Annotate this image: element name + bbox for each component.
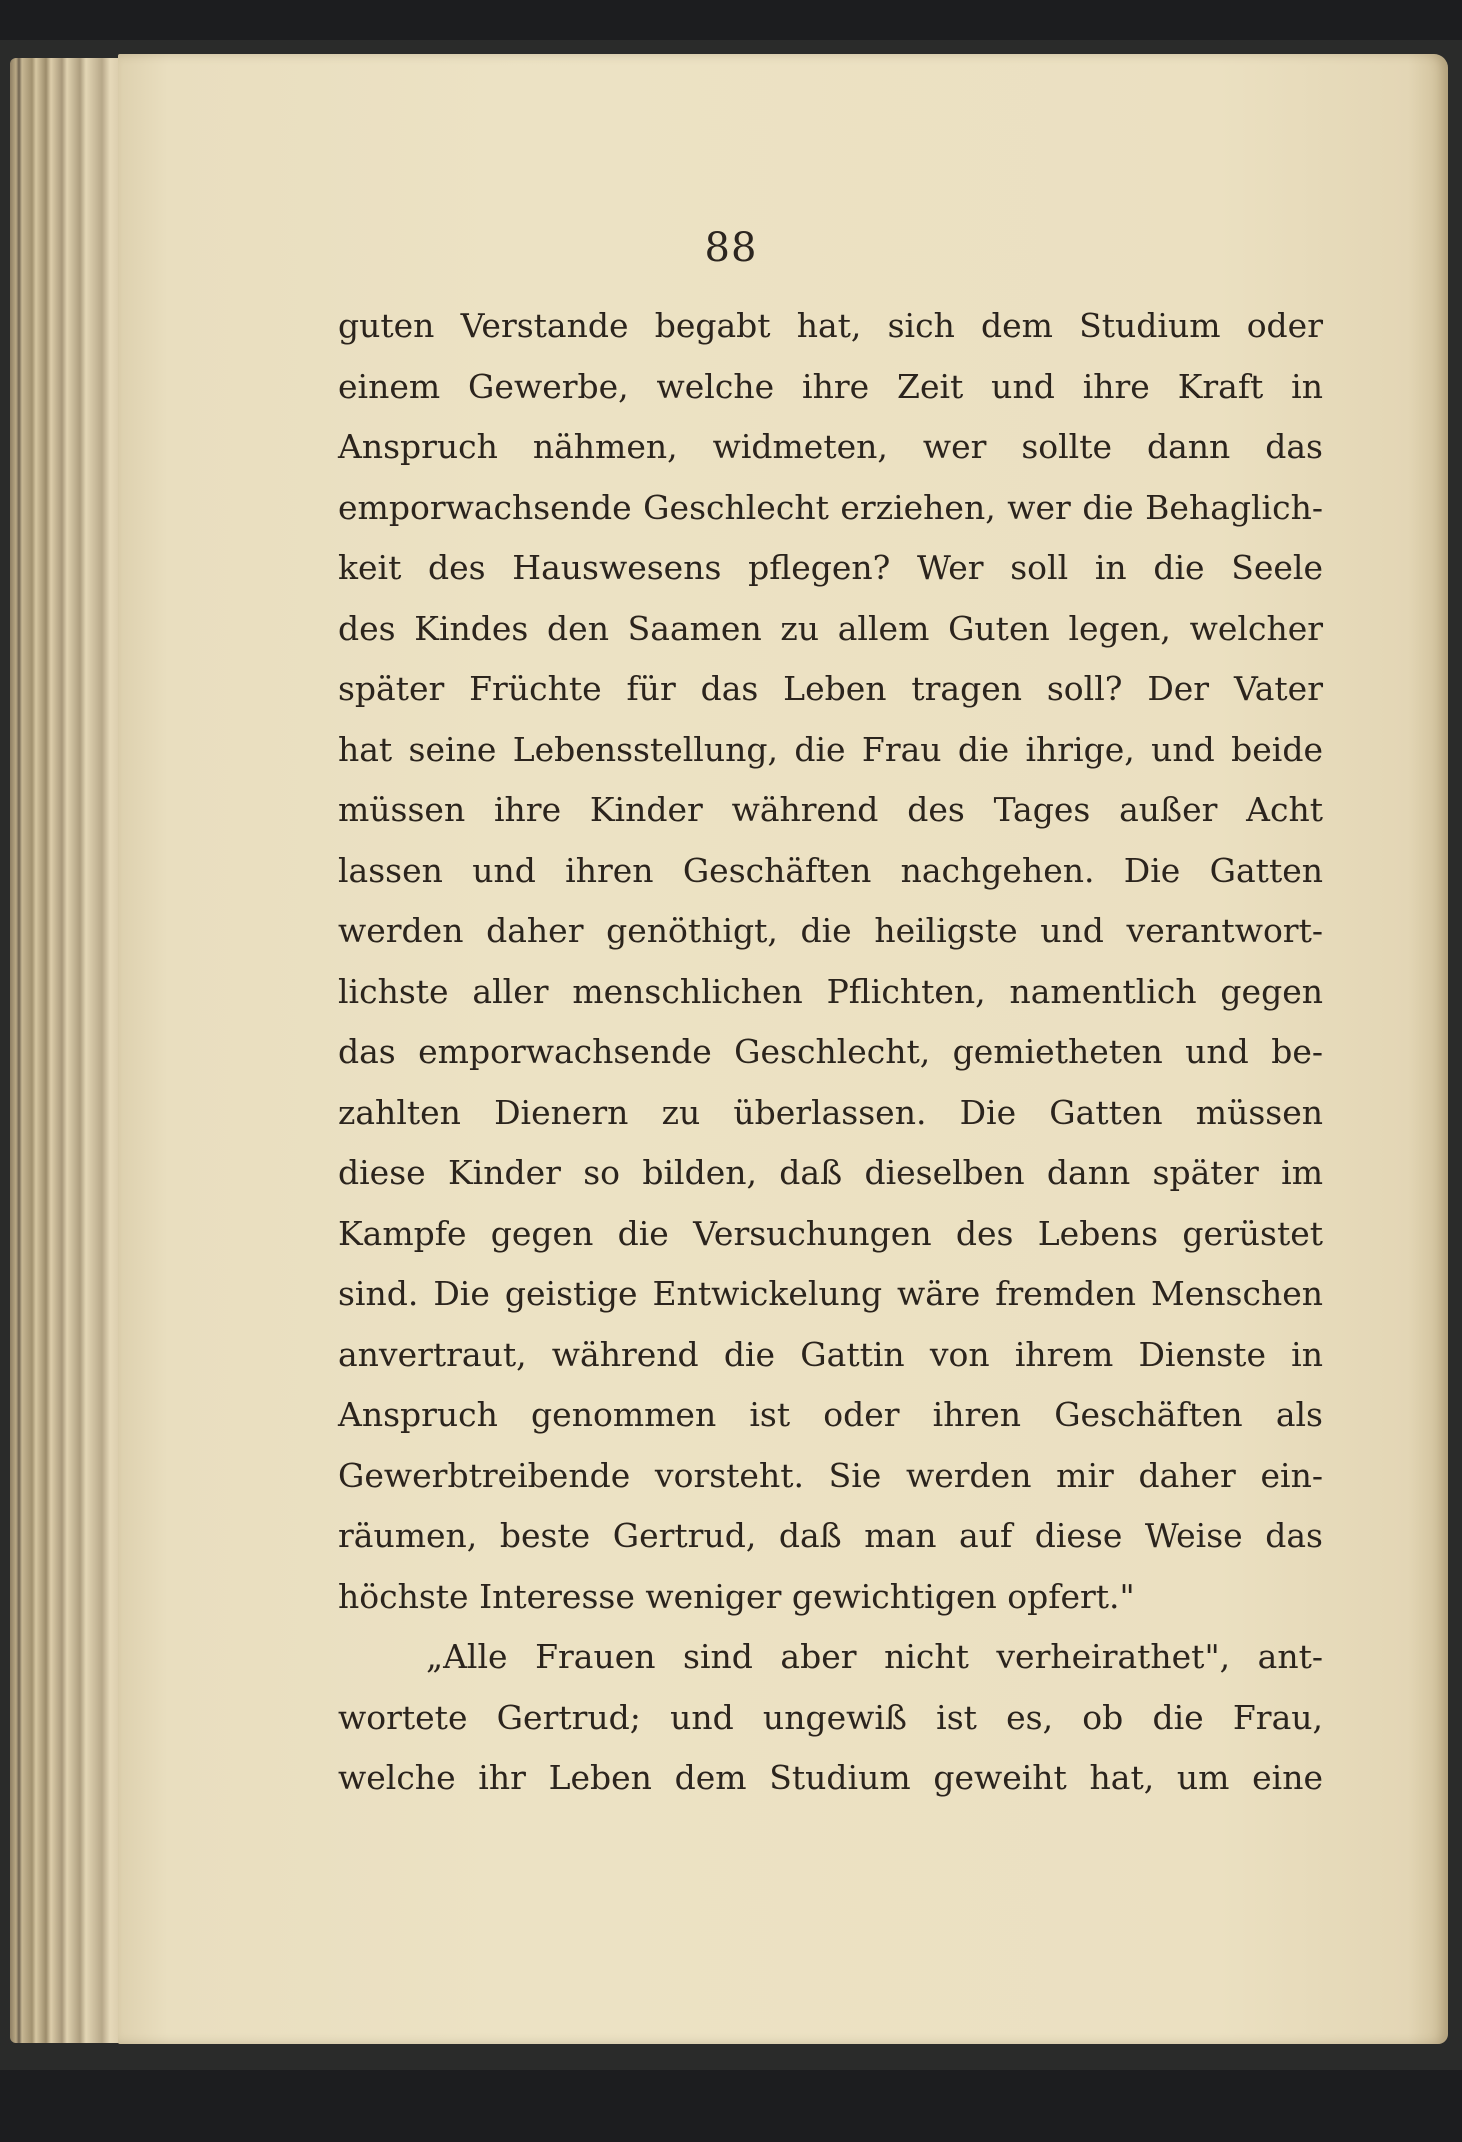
- text-line: Anspruch genommen ist oder ihren Geschäften als: [338, 1395, 1323, 1434]
- text-line: hat seine Lebensstellung, die Frau die ihrige, und beide: [338, 729, 1323, 769]
- text-line: höchste Interesse weniger gewichtigen opfert.": [338, 1576, 1135, 1616]
- text-line: später Früchte für das Leben tragen soll? Der Vater: [338, 669, 1323, 708]
- text-line: einem Gewerbe, welche ihre Zeit und ihre Kraft in: [338, 366, 1323, 406]
- text-line: lichste aller menschlichen Pflichten, namentlich gegen: [338, 971, 1323, 1011]
- text-line: keit des Hauswesens pflegen? Wer soll in die Seele: [338, 548, 1323, 587]
- text-line: Kampfe gegen die Versuchungen des Lebens gerüstet: [338, 1213, 1323, 1253]
- text-line: welche ihr Leben dem Studium geweiht hat, um eine: [338, 1758, 1323, 1797]
- body-text: [338, 296, 1323, 1809]
- text-line: anvertraut, während die Gattin von ihrem Dienste in: [338, 1334, 1323, 1374]
- text-line: das emporwachsende Geschlecht, gemietheten und be-: [338, 1032, 1323, 1071]
- text-line: räumen, beste Gertrud, daß man auf diese Weise das: [338, 1516, 1323, 1555]
- text-line: lassen und ihren Geschäften nachgehen. Die Gatten: [338, 850, 1323, 890]
- text-line: diese Kinder so bilden, daß dieselben dann später im: [338, 1153, 1323, 1192]
- text-line: Anspruch nähmen, widmeten, wer sollte dann das: [338, 427, 1323, 466]
- text-line: emporwachsende Geschlecht erziehen, wer die Behaglich-: [338, 487, 1323, 527]
- text-line: des Kindes den Saamen zu allem Guten legen, welcher: [338, 608, 1323, 648]
- text-line: müssen ihre Kinder während des Tages außer Acht: [338, 790, 1323, 829]
- text-line: guten Verstande begabt hat, sich dem Studium oder: [338, 306, 1323, 345]
- page-number: 88: [704, 225, 758, 271]
- text-line: sind. Die geistige Entwickelung wäre fremden Menschen: [338, 1274, 1323, 1313]
- text-line: Gewerbtreibende vorsteht. Sie werden mir daher ein-: [338, 1455, 1323, 1495]
- text-line: zahlten Dienern zu überlassen. Die Gatten müssen: [338, 1092, 1323, 1132]
- text-line: wortete Gertrud; und ungewiß ist es, ob die Frau,: [338, 1697, 1323, 1737]
- text-line: „Alle Frauen sind aber nicht verheirathet", ant-: [426, 1637, 1323, 1676]
- text-line: werden daher genöthigt, die heiligste und verantwort-: [338, 911, 1323, 950]
